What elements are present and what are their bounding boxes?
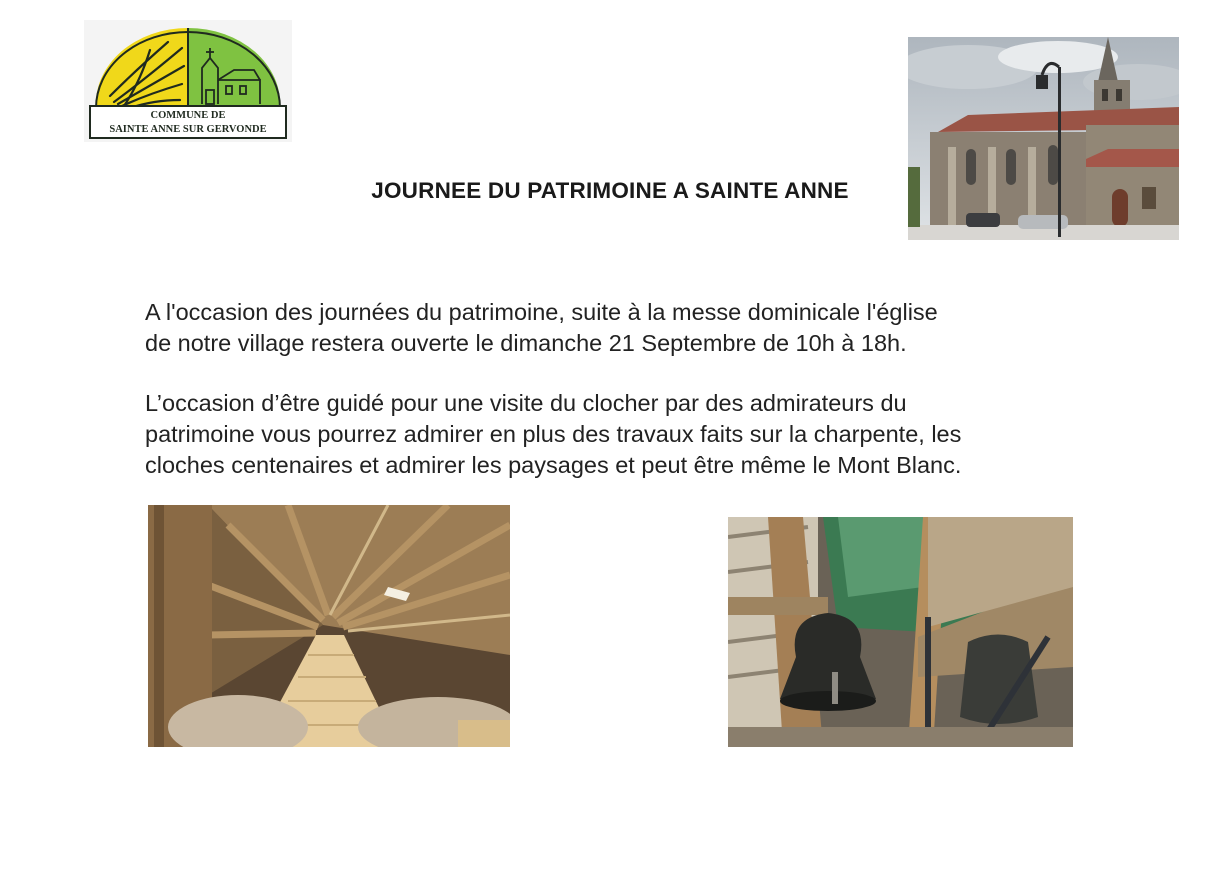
bells-photo [728, 517, 1073, 747]
intro-line-1: A l'occasion des journées du patrimoine, suite à la messe dominicale l'église [145, 299, 938, 325]
page-title: JOURNEE DU PATRIMOINE A SAINTE ANNE [371, 178, 849, 203]
intro-paragraph [145, 297, 1105, 359]
logo-line1: COMMUNE DE [150, 110, 226, 121]
church-photo [908, 37, 1179, 240]
visit-line-3: cloches centenaires et admirer les paysages et peut être même le Mont Blanc. [145, 452, 962, 478]
visit-paragraph [145, 388, 1105, 481]
attic-beams-photo [148, 505, 510, 747]
visit-line-1: L’occasion d’être guidé pour une visite du clocher par des admirateurs du [145, 390, 907, 416]
intro-line-2: de notre village restera ouverte le dimanche 21 Septembre de 10h à 18h. [145, 330, 907, 356]
logo-line2: SAINTE ANNE SUR GERVONDE [109, 124, 267, 135]
visit-line-2: patrimoine vous pourrez admirer en plus des travaux faits sur la charpente, les [145, 421, 962, 447]
commune-logo [84, 20, 292, 142]
